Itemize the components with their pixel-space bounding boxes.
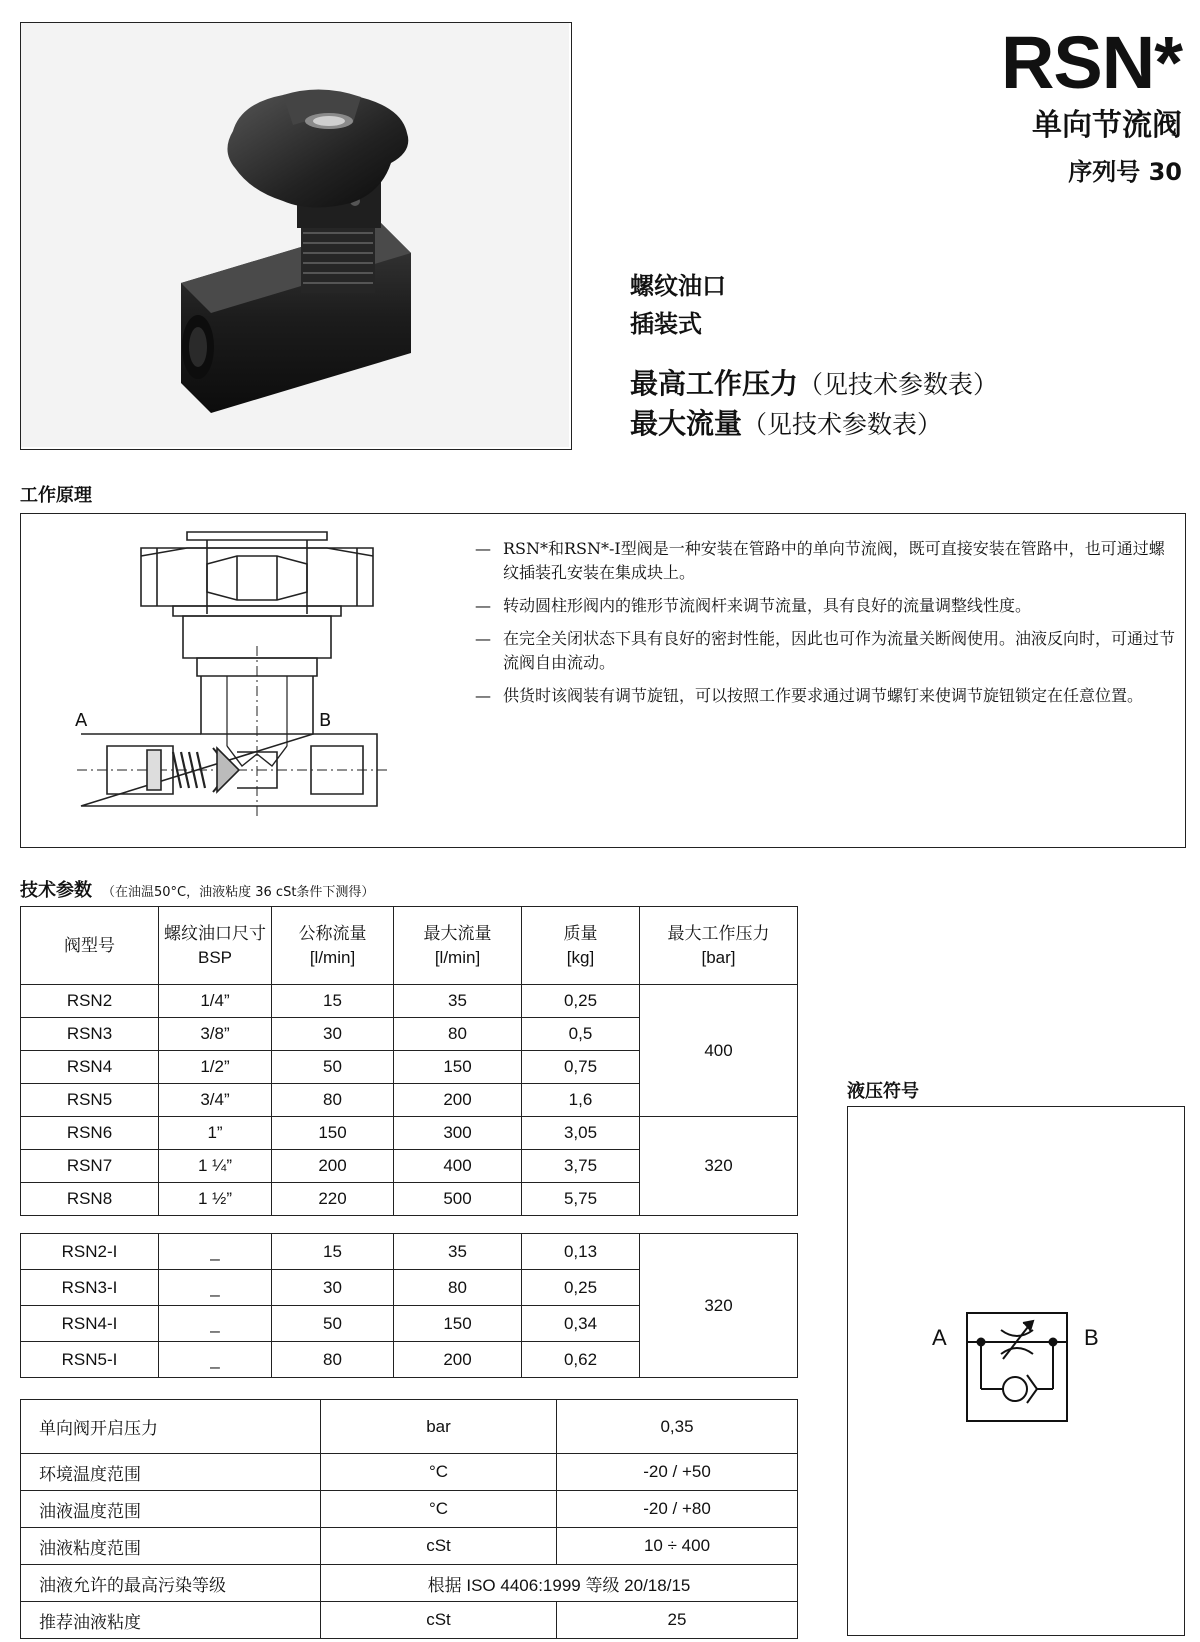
- cell-mass: 0,62: [522, 1342, 640, 1378]
- cell-port: 3/8”: [159, 1018, 272, 1051]
- cell-mass: 0,25: [522, 1270, 640, 1306]
- valve-cross-section-diagram: [77, 526, 407, 826]
- conditions-table: [20, 1399, 798, 1639]
- max-pressure-label: 最高工作压力: [630, 367, 799, 400]
- cell-max: 300: [394, 1117, 522, 1150]
- table-row: [21, 1234, 798, 1270]
- table-row: [21, 985, 798, 1018]
- cell-model: RSN5: [21, 1084, 159, 1117]
- cell-port: 3/4”: [159, 1084, 272, 1117]
- cond-value: 10 ÷ 400: [557, 1528, 798, 1565]
- cell-nominal: 15: [272, 1234, 394, 1270]
- table-row: [21, 1454, 798, 1491]
- cell-pressure-group-1: 400: [640, 985, 798, 1117]
- principle-item: — 在完全关闭状态下具有良好的密封性能，因此也可作为流量关断阀使用。油液反向时，可通过节流阀自由流动。: [475, 627, 1175, 675]
- cell-nominal: 80: [272, 1342, 394, 1378]
- cond-label: 环境温度范围: [21, 1454, 321, 1491]
- product-photo: [21, 23, 569, 447]
- cell-max: 150: [394, 1051, 522, 1084]
- col-nominal-flow: 公称流量 [l/min]: [272, 907, 394, 985]
- cell-port: _: [159, 1270, 272, 1306]
- cell-max: 200: [394, 1084, 522, 1117]
- cell-nominal: 50: [272, 1051, 394, 1084]
- cell-model: RSN2-I: [21, 1234, 159, 1270]
- specs-heading-note: （在油温50°C，油液粘度 36 cSt条件下测得）: [102, 885, 375, 900]
- cond-value: -20 / +50: [557, 1454, 798, 1491]
- cell-max: 150: [394, 1306, 522, 1342]
- table-row: [21, 1117, 798, 1150]
- col-max-pressure: 最大工作压力 [bar]: [640, 907, 798, 985]
- cell-port: 1/2”: [159, 1051, 272, 1084]
- col-model: 阀型号: [21, 907, 159, 985]
- cond-label: 油液粘度范围: [21, 1528, 321, 1565]
- symbol-heading: 液压符号: [847, 1081, 919, 1102]
- hydraulic-symbol: [965, 1311, 1069, 1423]
- cell-max: 35: [394, 985, 522, 1018]
- series-number: 序列号 30: [1068, 158, 1182, 186]
- cell-port: 1/4”: [159, 985, 272, 1018]
- cond-value: 0,35: [557, 1400, 798, 1454]
- cell-mass: 3,75: [522, 1150, 640, 1183]
- feature-cartridge: 插装式: [630, 310, 702, 338]
- table-row: [21, 1565, 798, 1602]
- product-subtitle: 单向节流阀: [1032, 108, 1182, 143]
- spec-table-cartridge: [20, 1233, 798, 1378]
- cond-label: 油液允许的最高污染等级: [21, 1565, 321, 1602]
- cell-mass: 0,25: [522, 985, 640, 1018]
- cell-pressure-group-2: 320: [640, 1117, 798, 1216]
- cell-model: RSN4: [21, 1051, 159, 1084]
- cond-value: -20 / +80: [557, 1491, 798, 1528]
- cell-mass: 0,75: [522, 1051, 640, 1084]
- cell-mass: 3,05: [522, 1117, 640, 1150]
- product-photo-frame: [20, 22, 572, 450]
- cond-unit: bar: [321, 1400, 557, 1454]
- max-pressure-note: （见技术参数表）: [798, 370, 999, 399]
- cond-label: 油液温度范围: [21, 1491, 321, 1528]
- cond-value: 25: [557, 1602, 798, 1639]
- cell-mass: 0,5: [522, 1018, 640, 1051]
- cell-nominal: 80: [272, 1084, 394, 1117]
- table-row: [21, 1400, 798, 1454]
- table-row: [21, 1602, 798, 1639]
- cell-nominal: 150: [272, 1117, 394, 1150]
- cond-merged-value: 根据 ISO 4406:1999 等级 20/18/15: [321, 1565, 798, 1602]
- cell-nominal: 220: [272, 1183, 394, 1216]
- cell-pressure-group-3: 320: [640, 1234, 798, 1378]
- feature-max-flow: [630, 402, 942, 442]
- cell-model: RSN3-I: [21, 1270, 159, 1306]
- principle-heading: 工作原理: [20, 485, 92, 506]
- max-flow-label: 最大流量: [630, 407, 743, 440]
- col-port-size: 螺纹油口尺寸 BSP: [159, 907, 272, 985]
- principle-item: — 转动圆柱形阀内的锥形节流阀杆来调节流量，具有良好的流量调整线性度。: [475, 594, 1175, 618]
- cell-port: _: [159, 1306, 272, 1342]
- specs-heading: [20, 876, 374, 902]
- port-b-label: B: [319, 710, 332, 731]
- cell-nominal: 15: [272, 985, 394, 1018]
- symbol-port-a: A: [932, 1325, 947, 1350]
- spec-table-header: [21, 907, 798, 985]
- cell-max: 500: [394, 1183, 522, 1216]
- cell-model: RSN5-I: [21, 1342, 159, 1378]
- cell-mass: 1,6: [522, 1084, 640, 1117]
- cell-nominal: 50: [272, 1306, 394, 1342]
- principle-item: — 供货时该阀装有调节旋钮，可以按照工作要求通过调节螺钉来使调节旋钮锁定在任意位置。: [475, 684, 1175, 708]
- symbol-frame: [847, 1106, 1185, 1636]
- cell-model: RSN2: [21, 985, 159, 1018]
- symbol-port-b: B: [1084, 1325, 1099, 1350]
- cell-max: 35: [394, 1234, 522, 1270]
- cond-unit: cSt: [321, 1602, 557, 1639]
- spec-table: [20, 906, 798, 1216]
- cond-label: 推荐油液粘度: [21, 1602, 321, 1639]
- cell-port: 1”: [159, 1117, 272, 1150]
- col-mass: 质量 [kg]: [522, 907, 640, 985]
- table-row: [21, 1528, 798, 1565]
- table-row: [21, 1491, 798, 1528]
- principle-item: — RSN*和RSN*-I型阀是一种安装在管路中的单向节流阀，既可直接安装在管路中，也可通过螺纹插装孔安装在集成块上。: [475, 537, 1175, 585]
- cell-port: _: [159, 1234, 272, 1270]
- product-title: RSN*: [1000, 21, 1182, 104]
- cell-model: RSN7: [21, 1150, 159, 1183]
- cell-port: 1 ¼”: [159, 1150, 272, 1183]
- cell-model: RSN6: [21, 1117, 159, 1150]
- cell-nominal: 30: [272, 1018, 394, 1051]
- cell-mass: 0,13: [522, 1234, 640, 1270]
- principle-list: [475, 537, 1175, 717]
- feature-threaded-ports: 螺纹油口: [630, 272, 726, 300]
- feature-max-pressure: [630, 362, 998, 402]
- cell-port: _: [159, 1342, 272, 1378]
- cell-nominal: 200: [272, 1150, 394, 1183]
- cell-mass: 0,34: [522, 1306, 640, 1342]
- cond-unit: °C: [321, 1454, 557, 1491]
- col-max-flow: 最大流量 [l/min]: [394, 907, 522, 985]
- specs-heading-text: 技术参数: [20, 880, 92, 901]
- cell-model: RSN3: [21, 1018, 159, 1051]
- cell-nominal: 30: [272, 1270, 394, 1306]
- cond-unit: °C: [321, 1491, 557, 1528]
- cell-model: RSN8: [21, 1183, 159, 1216]
- cell-model: RSN4-I: [21, 1306, 159, 1342]
- cell-port: 1 ½”: [159, 1183, 272, 1216]
- cell-max: 80: [394, 1018, 522, 1051]
- cell-max: 200: [394, 1342, 522, 1378]
- cell-mass: 5,75: [522, 1183, 640, 1216]
- cond-unit: cSt: [321, 1528, 557, 1565]
- cond-label: 单向阀开启压力: [21, 1400, 321, 1454]
- cell-max: 80: [394, 1270, 522, 1306]
- port-a-label: A: [75, 710, 88, 731]
- cell-max: 400: [394, 1150, 522, 1183]
- max-flow-note: （见技术参数表）: [742, 410, 943, 439]
